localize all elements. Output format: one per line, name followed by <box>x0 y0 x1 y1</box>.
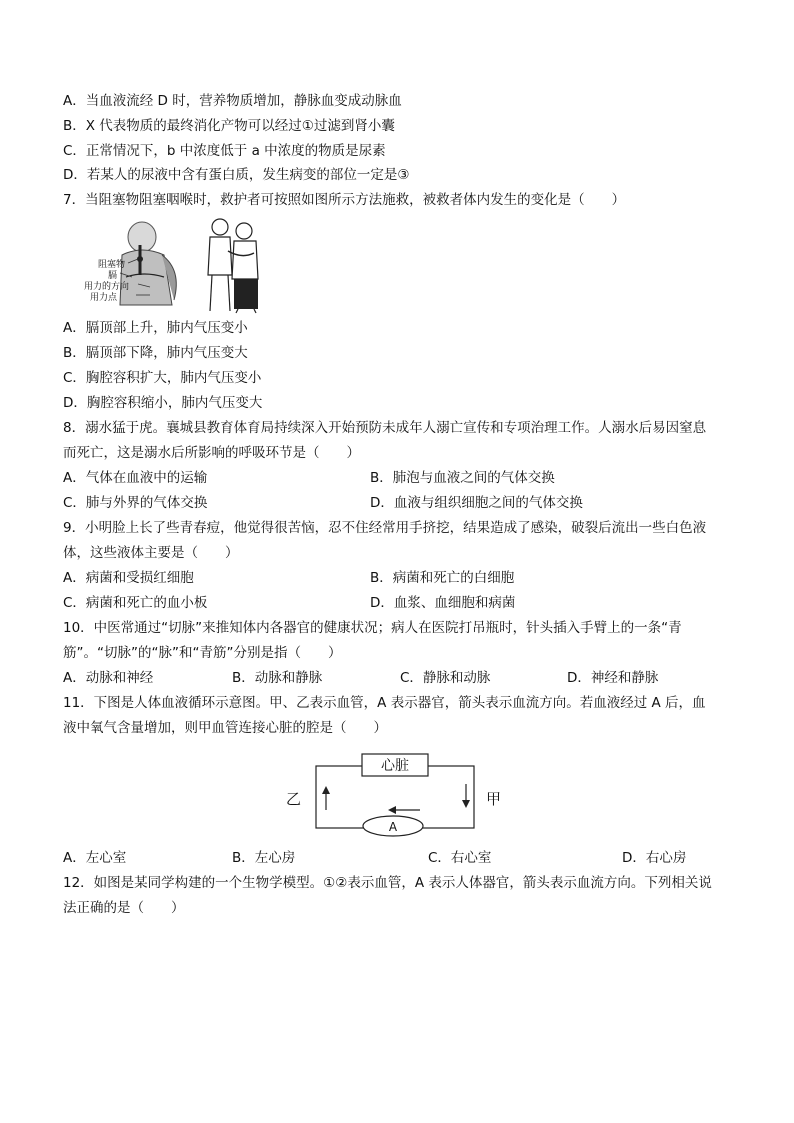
q7-option-a: A．膈顶部上升，肺内气压变小 <box>63 320 248 336</box>
q7-option-b: B．膈顶部下降，肺内气压变大 <box>63 345 248 361</box>
label-obstruction: 阻塞物 <box>98 260 126 270</box>
q7-option-c: C．胸腔容积扩大，肺内气压变小 <box>63 370 262 386</box>
q8-option-b: B．肺泡与血液之间的气体交换 <box>370 470 555 486</box>
q9-option-a: A．病菌和受损红细胞 <box>63 570 194 586</box>
q6-option-a: A．当血液流经 D 时，营养物质增加，静脉血变成动脉血 <box>63 93 402 109</box>
circulation-diagram <box>280 748 510 840</box>
q8-option-a: A．气体在血液中的运输 <box>63 470 208 486</box>
q11-option-d: D．右心房 <box>622 850 687 866</box>
q10-option-b: B．动脉和静脉 <box>232 670 323 686</box>
label-diaphragm: 膈 <box>108 271 118 281</box>
q12-stem-line2: 法正确的是（ ） <box>63 900 185 916</box>
vessel-yi-label: 乙 <box>286 790 302 808</box>
heart-label: 心脏 <box>381 758 409 774</box>
q9-option-c: C．病菌和死亡的血小板 <box>63 595 208 611</box>
q10-stem-line1: 10．中医常通过“切脉”来推知体内各器官的健康状况；病人在医院打吊瓶时，针头插入手臂上的一条“青 <box>63 620 682 636</box>
q11-stem-line1: 11．下图是人体血液循环示意图。甲、乙表示血管，A 表示器官，箭头表示血流方向。若血液经过 A 后，血 <box>63 695 706 711</box>
q10-option-c: C．静脉和动脉 <box>400 670 491 686</box>
left-arrow-icon <box>388 806 420 814</box>
organ-label: A <box>388 820 398 834</box>
q11-option-c: C．右心室 <box>428 850 492 866</box>
q10-option-a: A．动脉和神经 <box>63 670 154 686</box>
q6-option-b: B．X 代表物质的最终消化产物可以经过①过滤到肾小囊 <box>63 118 395 134</box>
q11-option-b: B．左心房 <box>232 850 296 866</box>
q7-option-d: D．胸腔容积缩小，肺内气压变大 <box>63 395 263 411</box>
q10-stem-line2: 筋”。“切脉”的“脉”和“青筋”分别是指（ ） <box>63 645 342 661</box>
q9-stem-line2: 体，这些液体主要是（ ） <box>63 545 239 561</box>
q11-option-a: A．左心室 <box>63 850 127 866</box>
q7-stem: 7．当阻塞物阻塞咽喉时，救护者可按照如图所示方法施救，被救者体内发生的变化是（ ） <box>63 192 626 208</box>
rescue-illustration <box>208 219 258 313</box>
q12-stem-line1: 12．如图是某同学构建的一个生物学模型。①②表示血管，A 表示人体器官，箭头表示血流方向。下列相关说 <box>63 875 712 891</box>
q6-option-d: D．若某人的尿液中含有蛋白质，发生病变的部位一定是③ <box>63 167 410 183</box>
q6-option-c: C．正常情况下，b 中浓度低于 a 中浓度的物质是尿素 <box>63 143 386 159</box>
q9-stem-line1: 9．小明脸上长了些青春痘，他觉得很苦恼，忍不住经常用手挤挖，结果造成了感染，破裂后流出一些白色液 <box>63 520 707 536</box>
q8-option-d: D．血液与组织细胞之间的气体交换 <box>370 495 583 511</box>
q10-option-d: D．神经和静脉 <box>567 670 659 686</box>
label-force-point: 用力点 <box>90 293 118 303</box>
vessel-jia-label: 甲 <box>486 790 502 808</box>
q11-stem-line2: 液中氧气含量增加，则甲血管连接心脏的腔是（ ） <box>63 720 387 736</box>
label-force-direction: 用力的方向 <box>84 282 130 292</box>
down-arrow-icon <box>462 784 470 808</box>
airway-illustration <box>120 222 176 305</box>
q8-stem-line2: 而死亡，这是溺水后所影响的呼吸环节是（ ） <box>63 445 360 461</box>
q9-option-b: B．病菌和死亡的白细胞 <box>370 570 515 586</box>
q8-option-c: C．肺与外界的气体交换 <box>63 495 208 511</box>
q9-option-d: D．血浆、血细胞和病菌 <box>370 595 516 611</box>
q7-figure <box>84 215 292 315</box>
up-arrow-icon <box>322 786 330 810</box>
q8-stem-line1: 8．溺水猛于虎。襄城县教育体育局持续深入开始预防未成年人溺亡宣传和专项治理工作。人溺水后易因窒息 <box>63 420 707 436</box>
